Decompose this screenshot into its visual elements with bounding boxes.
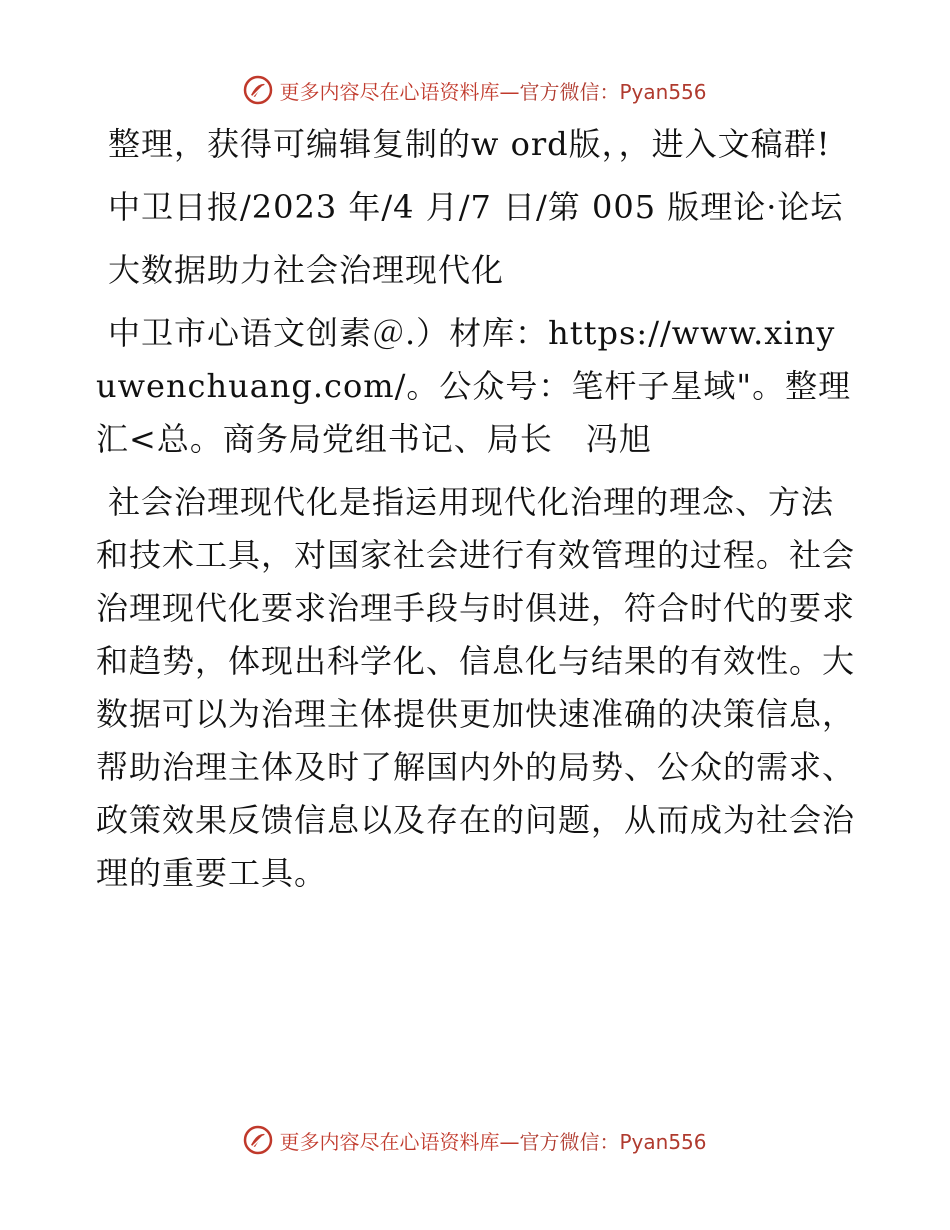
footer-banner <box>0 1120 950 1160</box>
banner-main-text: 更多内容尽在心语资料库 <box>279 1129 500 1154</box>
paragraph-body: 社会治理现代化是指运用现代化治理的理念、方法和技术工具，对国家社会进行有效管理的过程。社会治理现代化要求治理手段与时俱进，符合时代的要求和趋势，体现出科学化、信息化与结果的有效性。大数据可以为治理主体提供更加快速准确的决策信息，帮助治理主体及时了解国内外的局势、公众的需求、政策效果反馈信息以及存在的问题，从而成为社会治理的重要工具。 <box>96 483 856 892</box>
article-title: 大数据助力社会治理现代化 <box>108 251 505 289</box>
brush-seal-icon <box>243 1125 273 1155</box>
banner-separator: — <box>499 1129 520 1154</box>
banner-wechat-id: Pyan556 <box>619 1129 707 1154</box>
header-banner <box>0 70 950 110</box>
banner-wechat-label: 官方微信： <box>519 1129 620 1154</box>
banner-separator: — <box>499 79 520 104</box>
brush-seal-icon <box>243 75 273 105</box>
footer-banner-inner <box>243 1125 706 1155</box>
document-body <box>96 118 856 910</box>
banner-text <box>279 1126 706 1155</box>
banner-main-text: 更多内容尽在心语资料库 <box>279 79 500 104</box>
paragraph-source: 中卫日报/2023 年/4 月/7 日/第 005 版理论·论坛 <box>108 188 844 226</box>
header-banner-inner <box>243 75 706 105</box>
paragraph-author: 中卫市心语文创素＠.）材库：https://www.xinyuwenchuang.com/。公众号：笔杆子星域"。整理汇<总。商务局党组书记、局长 冯旭 <box>96 314 852 458</box>
banner-text <box>279 76 706 105</box>
banner-wechat-id: Pyan556 <box>619 79 707 104</box>
paragraph-notice: 整理，获得可编辑复制的w ord版，，进入文稿群! <box>108 125 831 163</box>
banner-wechat-label: 官方微信： <box>519 79 620 104</box>
